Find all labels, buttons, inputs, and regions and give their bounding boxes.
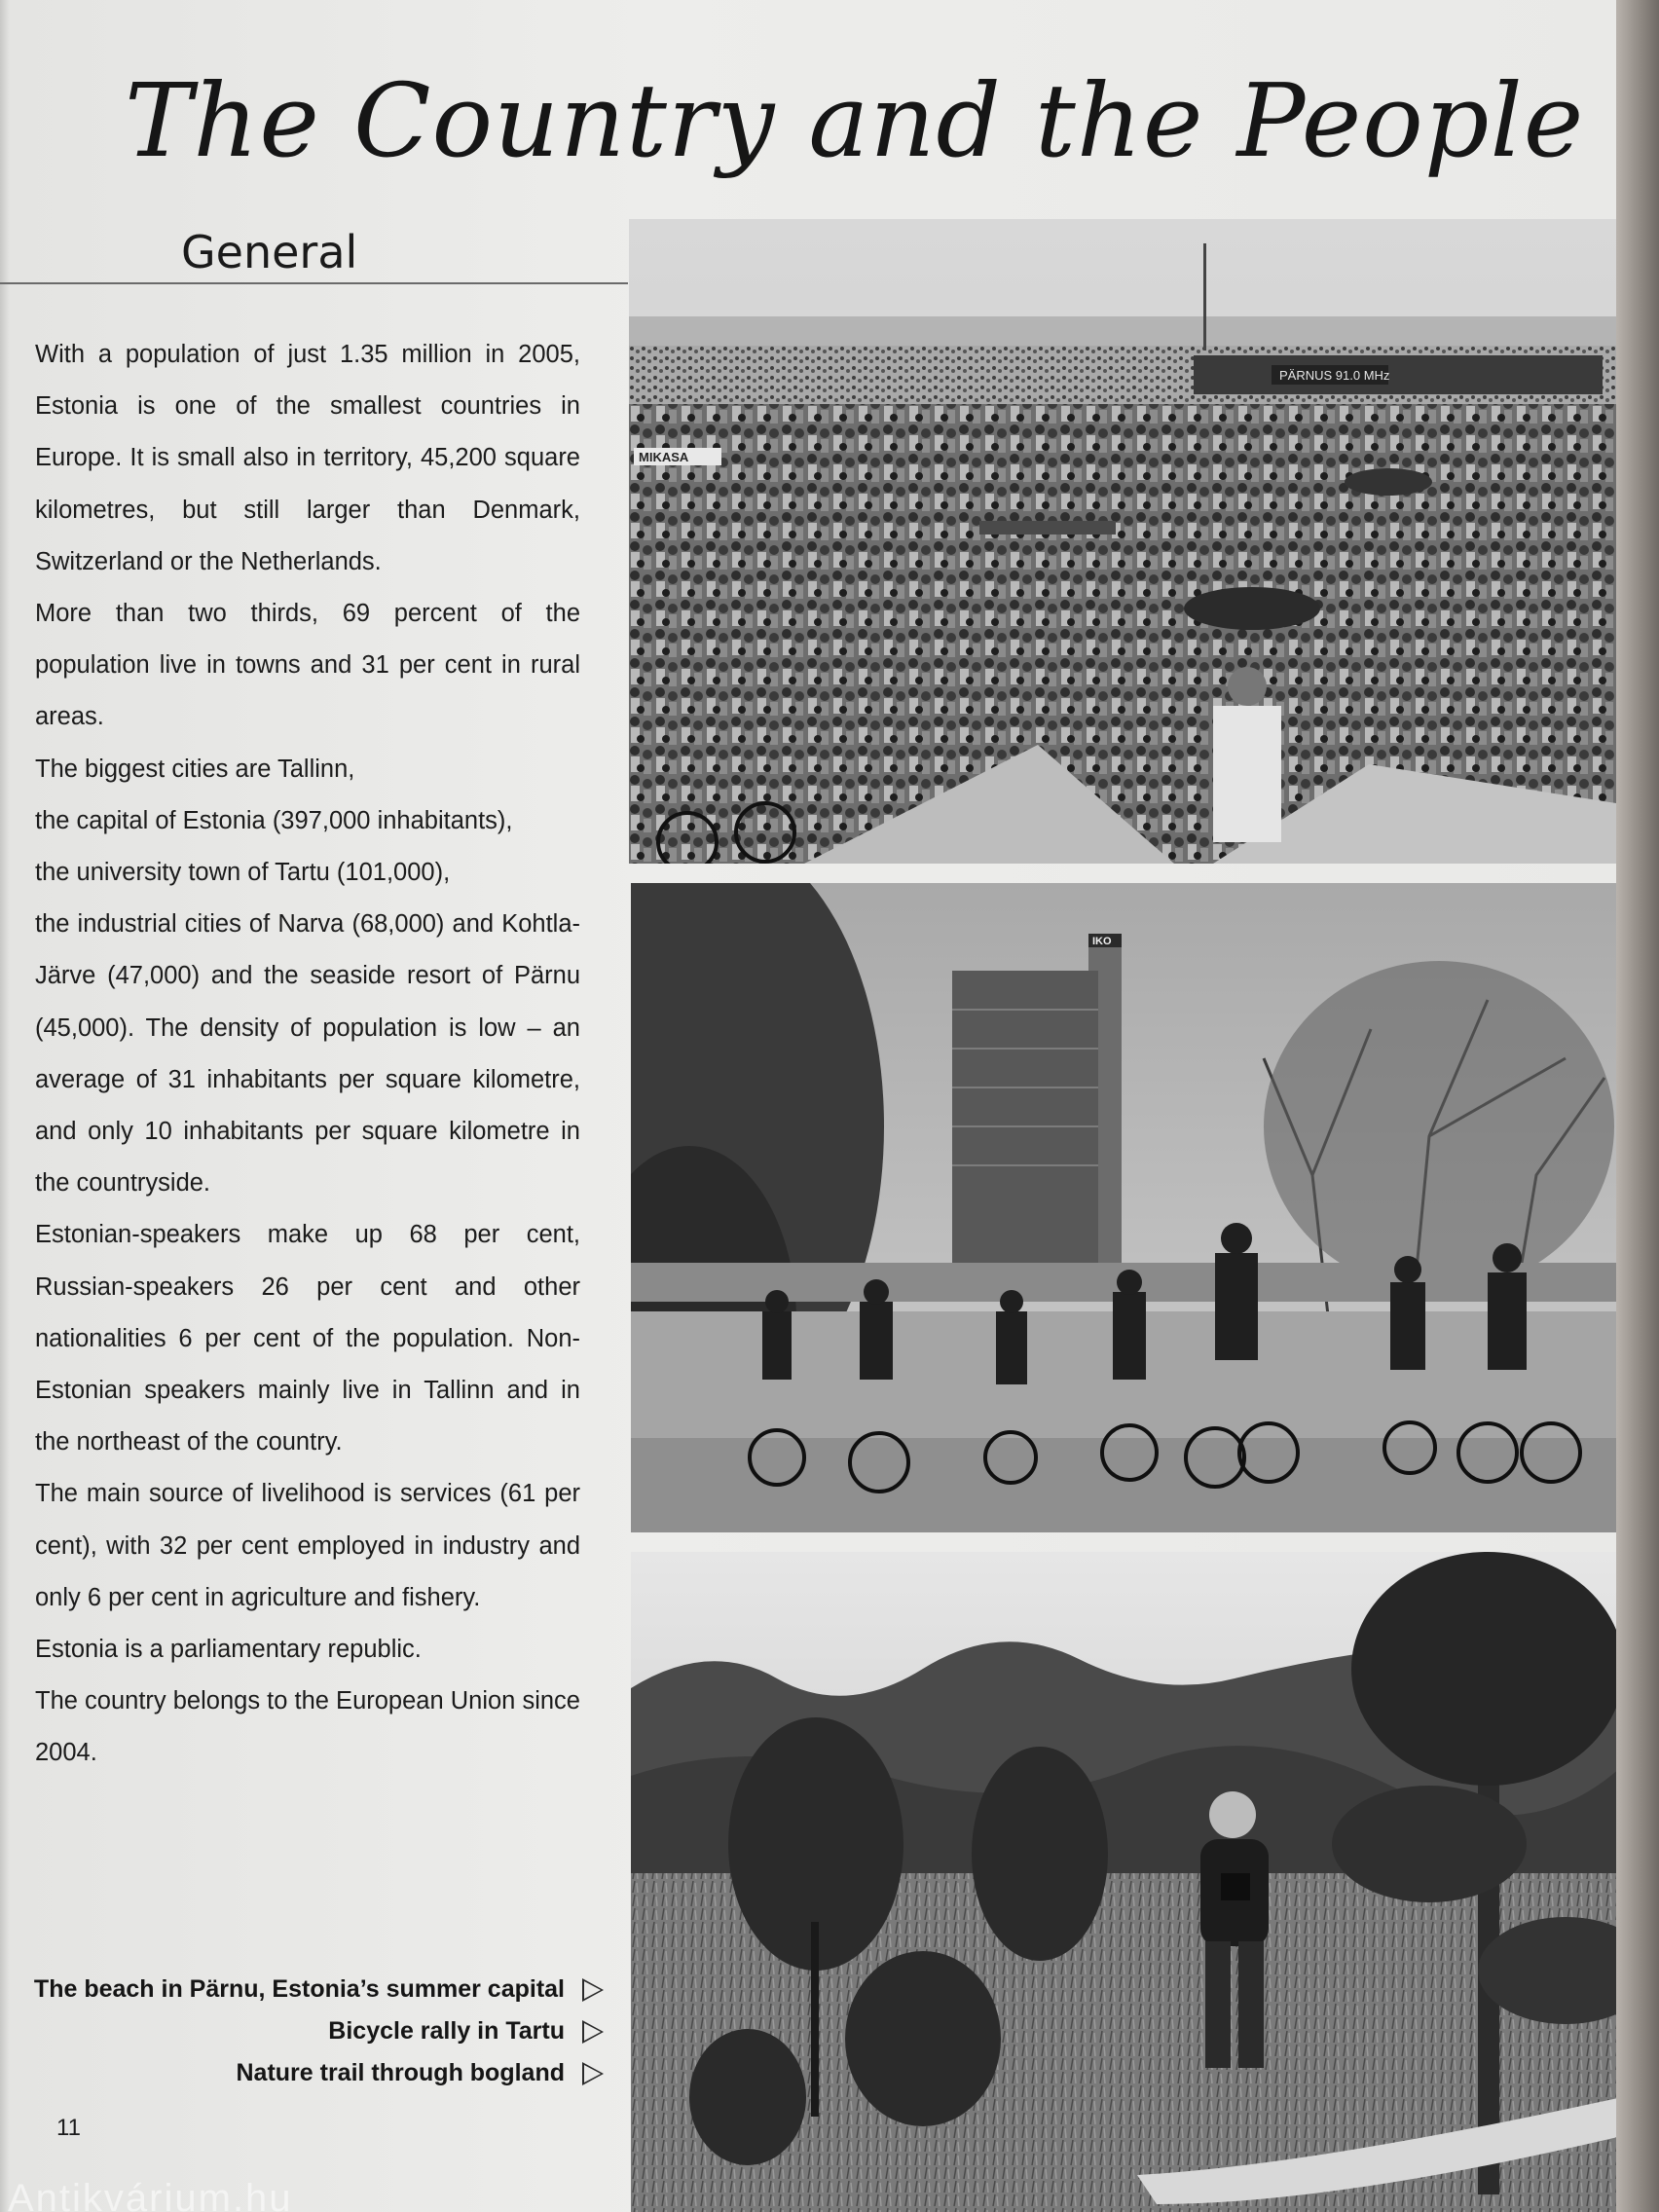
building-sign: IKO: [1092, 936, 1112, 947]
paragraph: Estonia is a parliamentary republic.: [35, 1636, 422, 1664]
photo-bicycle-rally: [631, 883, 1616, 1532]
paragraph: The country belongs to the European Union since 2004.: [35, 1687, 580, 1767]
page-title: The Country and the People: [125, 61, 1585, 180]
caption-bike: Bicycle rally in Tartu: [328, 2017, 565, 2045]
paragraph: Estonian-speakers make up 68 per cent, Russian-speakers 26 per cent and other nationalities 6 per cent of the population. Non-Estonian speakers mainly live in Tallinn and in the northeast of the country.: [35, 1221, 580, 1456]
paragraph: the university town of Tartu (101,000),: [35, 859, 451, 887]
banner-text: PÄRNUS 91.0 MHz: [1279, 368, 1390, 383]
caption-bog: Nature trail through bogland: [236, 2059, 565, 2086]
paragraph: the capital of Estonia (397,000 inhabitants),: [35, 806, 513, 834]
triangle-right-icon: [582, 2020, 604, 2044]
photo-captions: [19, 1969, 604, 2094]
book-spine: [1616, 0, 1659, 2212]
paragraph: With a population of just 1.35 million in 2005, Estonia is one of the smallest countries in Europe. It is small also in territory, 45,200 square kilometres, but still larger than Denmark, Switzerland or the Netherlands.: [35, 341, 580, 575]
sign-text: MIKASA: [639, 450, 689, 464]
watermark: Antikvárium.hu: [8, 2177, 293, 2212]
paragraph: The biggest cities are Tallinn,: [35, 755, 355, 783]
caption-row: [19, 1969, 604, 2010]
body-text: [35, 329, 580, 1780]
triangle-right-icon: [582, 1978, 604, 2002]
caption-beach: The beach in Pärnu, Estonia’s summer capital: [33, 1975, 565, 2003]
heading-divider: [0, 282, 628, 284]
page-left-edge: [0, 0, 10, 2212]
triangle-right-icon: [582, 2062, 604, 2085]
caption-row: [19, 2010, 604, 2052]
photo-beach-parnu: [629, 219, 1616, 864]
caption-row: [19, 2052, 604, 2094]
photo-nature-trail: [631, 1552, 1616, 2212]
section-heading: General: [181, 226, 358, 278]
paragraph: More than two thirds, 69 percent of the population live in towns and 31 per cent in rural areas.: [35, 600, 580, 731]
page-number: 11: [56, 2115, 81, 2141]
paragraph: the industrial cities of Narva (68,000) and Kohtla-Järve (47,000) and the seaside resort of Pärnu (45,000). The density of population is low – an average of 31 inhabitants per square kilometre, and only 10 inhabitants per square kilometre in the countryside.: [35, 910, 580, 1198]
paragraph: The main source of livelihood is services (61 per cent), with 32 per cent employed in industry and only 6 per cent in agriculture and fishery.: [35, 1480, 580, 1611]
